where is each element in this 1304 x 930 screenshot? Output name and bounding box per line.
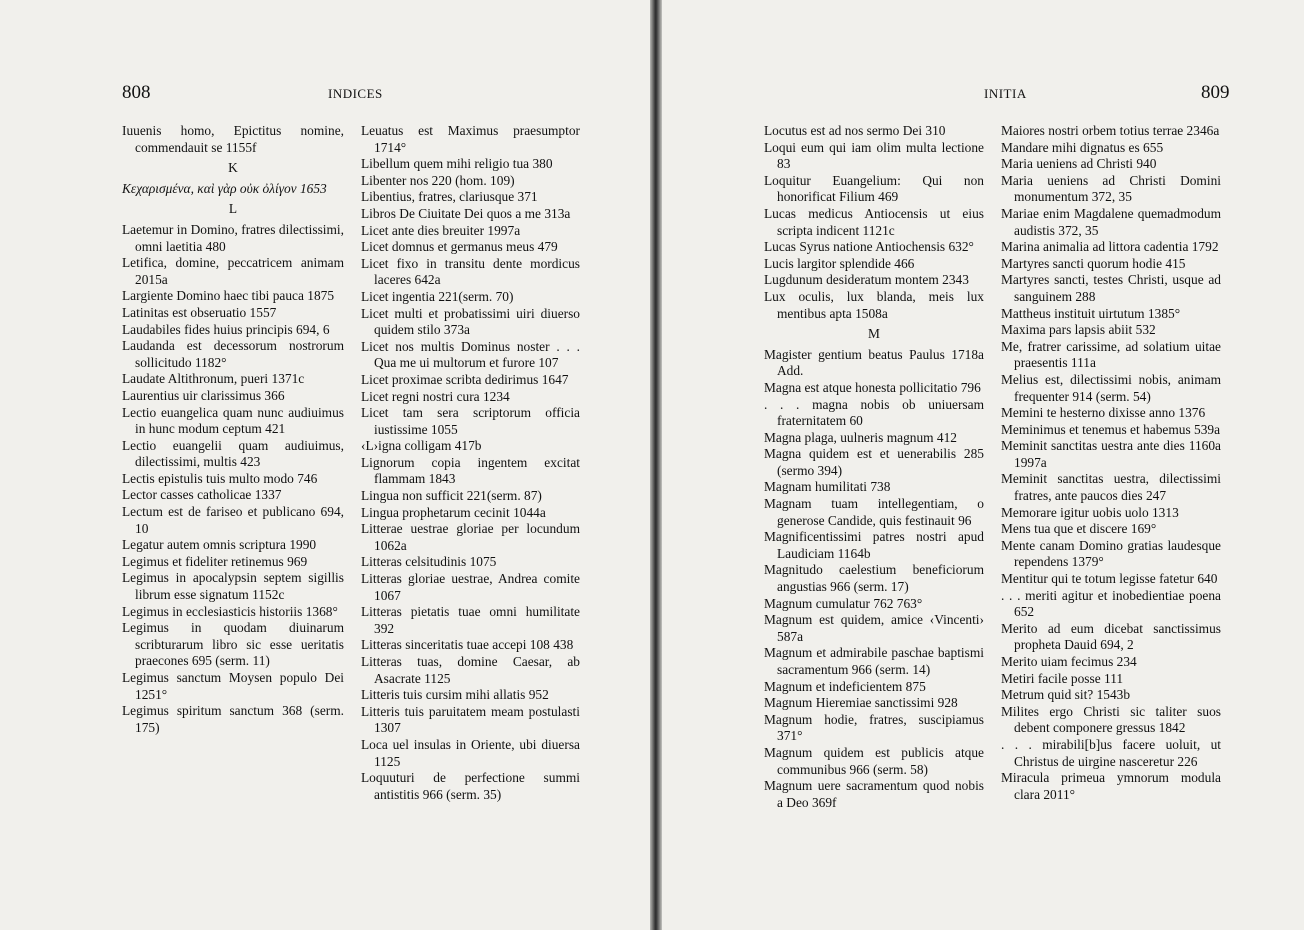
running-head: INITIA bbox=[984, 86, 1027, 101]
index-entry: Litterae uestrae gloriae per locundum 1062a bbox=[361, 521, 580, 553]
index-entry: Meminit sanctitas uestra, dilectissimi fratres, ante paucos dies 247 bbox=[1001, 471, 1221, 504]
index-entry: Memini te hesterno dixisse anno 1376 bbox=[1001, 405, 1206, 421]
index-entry: Κεχαρισμένα, καὶ γὰρ οὐκ ὀλίγον 1653 bbox=[122, 180, 327, 196]
index-entry: Legimus spiritum sanctum 368 (serm. 175) bbox=[122, 703, 344, 735]
index-entry: Magnificentissimi patres nostri apud Laudiciam 1164b bbox=[764, 529, 984, 561]
index-entry: Legimus et fideliter retinemus 969 bbox=[122, 553, 308, 569]
index-entry: Litteras celsitudinis 1075 bbox=[361, 554, 497, 570]
index-letter-heading: M bbox=[868, 326, 880, 342]
index-entry: Maxima pars lapsis abiit 532 bbox=[1001, 322, 1156, 338]
index-entry: Milites ergo Christi sic taliter suos debent componere gressus 1842 bbox=[1001, 703, 1221, 736]
index-entry: Licet regni nostri cura 1234 bbox=[361, 388, 510, 404]
index-entry: Metiri facile posse 111 bbox=[1001, 670, 1124, 686]
index-entry: Libellum quem mihi religio tua 380 bbox=[361, 156, 553, 172]
index-entry: Lucis largitor splendide 466 bbox=[764, 255, 915, 271]
index-entry: Magnam humilitati 738 bbox=[764, 479, 891, 495]
index-entry: Mariae enim Magdalene quemadmodum audistis 372, 35 bbox=[1001, 205, 1221, 238]
index-entry: Litteras tuas, domine Caesar, ab Asacrate 1125 bbox=[361, 654, 580, 686]
index-entry: Melius est, dilectissimi nobis, animam frequenter 914 (serm. 54) bbox=[1001, 371, 1221, 404]
index-entry: Licet proximae scribta dedirimus 1647 bbox=[361, 371, 569, 387]
index-entry: Lucas Syrus natione Antiochensis 632° bbox=[764, 239, 974, 255]
index-entry: Licet ingentia 221(serm. 70) bbox=[361, 288, 514, 304]
page-number: 808 bbox=[122, 82, 151, 103]
index-column bbox=[764, 123, 984, 811]
index-entry: Mente canam Domino gratias laudesque rependens 1379° bbox=[1001, 537, 1221, 570]
index-entry: Laudanda est decessorum nostrorum sollicitudo 1182° bbox=[122, 338, 344, 370]
index-entry: Lectis epistulis tuis multo modo 746 bbox=[122, 470, 318, 486]
index-entry: Magnum Hieremiae sanctissimi 928 bbox=[764, 695, 958, 711]
index-letter-heading: K bbox=[228, 160, 238, 176]
index-entry: Marina animalia ad littora cadentia 1792 bbox=[1001, 239, 1219, 255]
index-entry: Miracula primeua ymnorum modula clara 2011° bbox=[1001, 770, 1221, 802]
index-entry: Litteris tuis paruitatem meam postulasti 1307 bbox=[361, 703, 580, 736]
index-entry: . . . meriti agitur et inobedientiae poena 652 bbox=[1001, 587, 1221, 620]
index-entry: Magna quidem est et uenerabilis 285 (sermo 394) bbox=[764, 446, 984, 478]
index-entry: Legimus in quodam diuinarum scribturarum libro sic esse ueritatis praecones 695 (serm. 11) bbox=[122, 620, 344, 669]
index-entry: Lucas medicus Antiocensis ut eius scripta indicent 1121c bbox=[764, 205, 984, 238]
index-entry: Lugdunum desideratum montem 2343 bbox=[764, 272, 969, 288]
index-entry: Magnum cumulatur 762 763° bbox=[764, 595, 923, 611]
page-number: 809 bbox=[1201, 82, 1230, 103]
index-entry: Mandare mihi dignatus es 655 bbox=[1001, 139, 1164, 155]
index-entry: Licet multi et probatissimi uiri diuerso quidem stilo 373a bbox=[361, 305, 580, 338]
index-entry: ‹L›igna colligam 417b bbox=[361, 438, 482, 454]
index-entry: . . . magna nobis ob uniuersam fraternitatem 60 bbox=[764, 396, 984, 429]
index-entry: Magnum est quidem, amice ‹Vincenti› 587a bbox=[764, 612, 984, 644]
index-entry: Maria ueniens ad Christi 940 bbox=[1001, 156, 1157, 172]
index-entry: Maria ueniens ad Christi Domini monumentum 372, 35 bbox=[1001, 172, 1221, 205]
index-entry: Mens tua que et discere 169° bbox=[1001, 521, 1157, 537]
index-entry: Libenter nos 220 (hom. 109) bbox=[361, 172, 515, 188]
index-entry: . . . mirabili[b]us facere uoluit, ut Christus de uirgine nasceretur 226 bbox=[1001, 736, 1221, 769]
index-letter-heading: L bbox=[228, 201, 238, 217]
index-entry: Lingua prophetarum cecinit 1044a bbox=[361, 504, 546, 520]
index-entry: Iuuenis homo, Epictitus nomine, commendauit se 1155f bbox=[122, 123, 344, 155]
index-entry: Martyres sancti quorum hodie 415 bbox=[1001, 255, 1186, 271]
index-entry: Magister gentium beatus Paulus 1718a Add. bbox=[764, 346, 984, 379]
index-entry: Legimus in apocalypsin septem sigillis librum esse signatum 1152c bbox=[122, 570, 344, 603]
index-entry: Lector casses catholicae 1337 bbox=[122, 487, 282, 503]
index-entry: Laurentius uir clarissimus 366 bbox=[122, 387, 285, 403]
index-entry: Locutus est ad nos sermo Dei 310 bbox=[764, 123, 946, 138]
index-entry: Merito ad eum dicebat sanctissimus propheta Dauid 694, 2 bbox=[1001, 620, 1221, 653]
index-entry: Licet ante dies breuiter 1997a bbox=[361, 222, 521, 238]
index-column bbox=[122, 123, 344, 736]
index-entry: Memorare igitur uobis uolo 1313 bbox=[1001, 504, 1179, 520]
index-entry: Magna est atque honesta pollicitatio 796 bbox=[764, 379, 981, 395]
index-entry: Libentius, fratres, clariusque 371 bbox=[361, 189, 538, 205]
index-entry: Mentitur qui te totum legisse fatetur 640 bbox=[1001, 571, 1218, 587]
index-entry: Magnum et indeficientem 875 bbox=[764, 678, 926, 694]
index-entry: Loquuturi de perfectione summi antistitis 966 (serm. 35) bbox=[361, 770, 580, 802]
book-gutter bbox=[650, 0, 662, 930]
index-column bbox=[361, 123, 580, 803]
left-page bbox=[0, 0, 650, 930]
index-entry: Litteras gloriae uestrae, Andrea comite 1067 bbox=[361, 571, 580, 603]
index-entry: Mattheus instituit uirtutum 1385° bbox=[1001, 305, 1181, 321]
index-entry: Latinitas est obseruatio 1557 bbox=[122, 304, 277, 320]
index-entry: Meminit sanctitas uestra ante dies 1160a 1997a bbox=[1001, 438, 1221, 470]
index-entry: Largiente Domino haec tibi pauca 1875 bbox=[122, 288, 335, 304]
index-entry: Metrum quid sit? 1543b bbox=[1001, 687, 1131, 703]
index-entry: Licet domnus et germanus meus 479 bbox=[361, 239, 558, 255]
index-entry: Lingua non sufficit 221(serm. 87) bbox=[361, 488, 542, 504]
index-entry: Laetemur in Domino, fratres dilectissimi, omni laetitia 480 bbox=[122, 221, 344, 254]
index-entry: Magnum quidem est publicis atque communibus 966 (serm. 58) bbox=[764, 744, 984, 777]
index-entry: Magna plaga, uulneris magnum 412 bbox=[764, 429, 958, 445]
index-entry: Meminimus et tenemus et habemus 539a bbox=[1001, 421, 1221, 437]
index-entry: Legimus in ecclesiasticis historiis 1368° bbox=[122, 603, 338, 619]
index-entry: Laudabiles fides huius principis 694, 6 bbox=[122, 321, 330, 337]
index-entry: Litteras pietatis tuae omni humilitate 392 bbox=[361, 604, 580, 636]
index-entry: Lignorum copia ingentem excitat flammam 1843 bbox=[361, 454, 580, 487]
index-entry: Litteris tuis cursim mihi allatis 952 bbox=[361, 687, 549, 703]
index-column bbox=[1001, 123, 1221, 803]
index-entry: Lectio euangelica quam nunc audiuimus in hunc modum ceptum 421 bbox=[122, 404, 344, 437]
index-entry: Legimus sanctum Moysen populo Dei 1251° bbox=[122, 670, 344, 702]
index-entry: Libros De Ciuitate Dei quos a me 313a bbox=[361, 205, 571, 221]
index-entry: Loquitur Euangelium: Qui non honorificat Filium 469 bbox=[764, 172, 984, 205]
index-entry: Loqui eum qui iam olim multa lectione 83 bbox=[764, 139, 984, 172]
index-entry: Legatur autem omnis scriptura 1990 bbox=[122, 537, 317, 553]
index-entry: Lux oculis, lux blanda, meis lux mentibus apta 1508a bbox=[764, 288, 984, 321]
index-entry: Letifica, domine, peccatricem animam 2015a bbox=[122, 255, 344, 287]
index-entry: Magnum hodie, fratres, suscipiamus 371° bbox=[764, 711, 984, 744]
index-entry: Loca uel insulas in Oriente, ubi diuersa 1125 bbox=[361, 736, 580, 769]
index-entry: Leuatus est Maximus praesumptor 1714° bbox=[361, 123, 580, 155]
index-entry: Merito uiam fecimus 234 bbox=[1001, 654, 1137, 669]
index-entry: Magnam tuam intellegentiam, o generose Candide, quis festinauit 96 bbox=[764, 496, 984, 528]
index-entry: Licet tam sera scriptorum officia iustissime 1055 bbox=[361, 405, 580, 437]
index-entry: Lectio euangelii quam audiuimus, dilectissimi, multis 423 bbox=[122, 437, 344, 470]
index-entry: Magnum uere sacramentum quod nobis a Deo 369f bbox=[764, 778, 984, 810]
index-entry: Me, fratrer carissime, ad solatium uitae praesentis 111a bbox=[1001, 338, 1221, 371]
index-entry: Litteras sinceritatis tuae accepi 108 438 bbox=[361, 637, 574, 653]
index-entry: Magnum et admirabile paschae baptismi sacramentum 966 (serm. 14) bbox=[764, 645, 984, 677]
index-entry: Laudate Altithronum, pueri 1371c bbox=[122, 371, 305, 387]
index-entry: Lectum est de fariseo et publicano 694, 10 bbox=[122, 504, 344, 536]
index-entry: Martyres sancti, testes Christi, usque ad sanguinem 288 bbox=[1001, 272, 1221, 304]
index-entry: Maiores nostri orbem totius terrae 2346a bbox=[1001, 123, 1220, 138]
index-entry: Magnitudo caelestium beneficiorum angustias 966 (serm. 17) bbox=[764, 562, 984, 595]
right-page bbox=[662, 0, 1304, 930]
index-entry: Licet fixo in transitu dente mordicus laceres 642a bbox=[361, 255, 580, 288]
running-head: INDICES bbox=[328, 86, 383, 101]
index-entry: Licet nos multis Dominus noster . . . Qua me ui multorum et furore 107 bbox=[361, 338, 580, 371]
